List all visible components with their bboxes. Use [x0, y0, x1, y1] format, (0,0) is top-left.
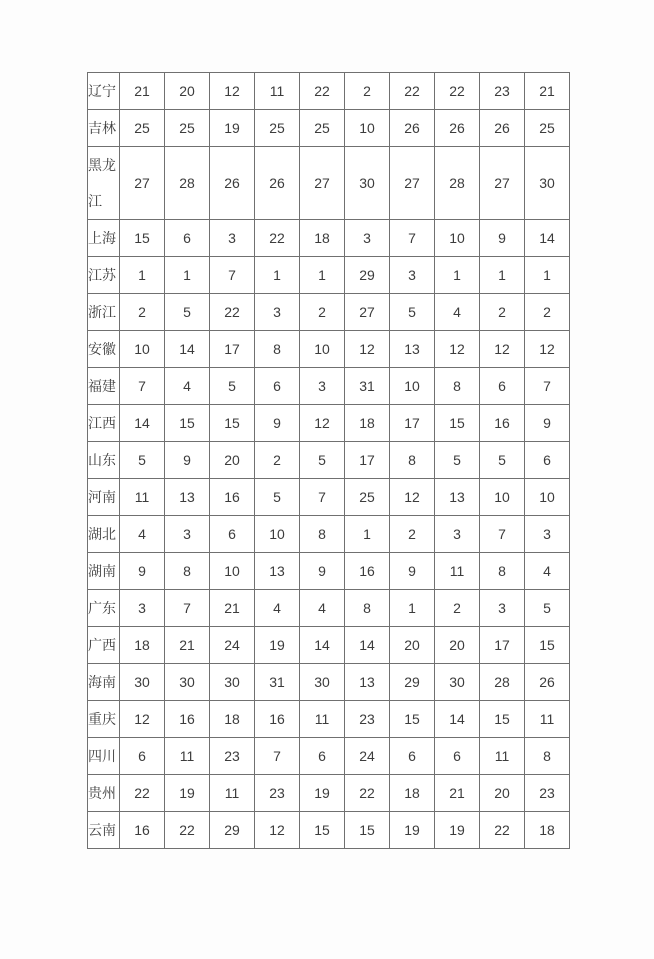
value-cell: 4	[255, 590, 300, 627]
value-cell: 8	[435, 368, 480, 405]
value-cell: 10	[120, 331, 165, 368]
value-cell: 11	[255, 73, 300, 110]
table-body	[88, 73, 570, 849]
value-cell: 3	[165, 516, 210, 553]
value-cell: 3	[300, 368, 345, 405]
value-cell: 1	[435, 257, 480, 294]
value-cell: 12	[525, 331, 570, 368]
value-cell: 5	[255, 479, 300, 516]
value-cell: 15	[525, 627, 570, 664]
value-cell: 22	[165, 812, 210, 849]
value-cell: 13	[345, 664, 390, 701]
value-cell: 22	[255, 220, 300, 257]
value-cell: 25	[345, 479, 390, 516]
value-cell: 30	[525, 147, 570, 220]
province-cell: 海南	[88, 664, 120, 701]
province-cell: 福建	[88, 368, 120, 405]
value-cell: 8	[165, 553, 210, 590]
value-cell: 14	[525, 220, 570, 257]
value-cell: 5	[300, 442, 345, 479]
value-cell: 5	[120, 442, 165, 479]
province-cell: 辽宁	[88, 73, 120, 110]
value-cell: 16	[345, 553, 390, 590]
value-cell: 25	[165, 110, 210, 147]
table-row	[88, 405, 570, 442]
value-cell: 10	[390, 368, 435, 405]
value-cell: 28	[165, 147, 210, 220]
value-cell: 23	[480, 73, 525, 110]
value-cell: 29	[390, 664, 435, 701]
value-cell: 1	[120, 257, 165, 294]
value-cell: 1	[165, 257, 210, 294]
province-cell: 四川	[88, 738, 120, 775]
value-cell: 8	[300, 516, 345, 553]
table-row	[88, 110, 570, 147]
value-cell: 30	[300, 664, 345, 701]
value-cell: 11	[435, 553, 480, 590]
table-row	[88, 220, 570, 257]
value-cell: 12	[210, 73, 255, 110]
table-row	[88, 590, 570, 627]
value-cell: 22	[120, 775, 165, 812]
value-cell: 26	[390, 110, 435, 147]
value-cell: 12	[480, 331, 525, 368]
value-cell: 3	[210, 220, 255, 257]
value-cell: 11	[480, 738, 525, 775]
value-cell: 10	[210, 553, 255, 590]
value-cell: 28	[480, 664, 525, 701]
value-cell: 15	[345, 812, 390, 849]
value-cell: 8	[345, 590, 390, 627]
value-cell: 2	[300, 294, 345, 331]
value-cell: 23	[345, 701, 390, 738]
value-cell: 2	[435, 590, 480, 627]
value-cell: 4	[435, 294, 480, 331]
table-row	[88, 516, 570, 553]
value-cell: 6	[390, 738, 435, 775]
value-cell: 14	[120, 405, 165, 442]
value-cell: 4	[525, 553, 570, 590]
value-cell: 22	[300, 73, 345, 110]
value-cell: 5	[480, 442, 525, 479]
value-cell: 5	[165, 294, 210, 331]
table-row	[88, 294, 570, 331]
value-cell: 7	[120, 368, 165, 405]
value-cell: 26	[435, 110, 480, 147]
value-cell: 13	[390, 331, 435, 368]
value-cell: 12	[255, 812, 300, 849]
value-cell: 5	[435, 442, 480, 479]
value-cell: 5	[210, 368, 255, 405]
value-cell: 24	[345, 738, 390, 775]
province-cell: 江西	[88, 405, 120, 442]
value-cell: 13	[255, 553, 300, 590]
value-cell: 15	[120, 220, 165, 257]
value-cell: 6	[120, 738, 165, 775]
value-cell: 10	[300, 331, 345, 368]
province-cell: 贵州	[88, 775, 120, 812]
value-cell: 1	[525, 257, 570, 294]
value-cell: 6	[165, 220, 210, 257]
value-cell: 24	[210, 627, 255, 664]
province-cell: 山东	[88, 442, 120, 479]
value-cell: 27	[345, 294, 390, 331]
value-cell: 25	[255, 110, 300, 147]
value-cell: 20	[165, 73, 210, 110]
value-cell: 2	[345, 73, 390, 110]
value-cell: 7	[210, 257, 255, 294]
value-cell: 25	[525, 110, 570, 147]
value-cell: 7	[165, 590, 210, 627]
value-cell: 25	[300, 110, 345, 147]
value-cell: 22	[390, 73, 435, 110]
province-cell: 吉林	[88, 110, 120, 147]
value-cell: 6	[210, 516, 255, 553]
value-cell: 25	[120, 110, 165, 147]
value-cell: 18	[390, 775, 435, 812]
value-cell: 21	[165, 627, 210, 664]
table-row	[88, 73, 570, 110]
table-row	[88, 368, 570, 405]
value-cell: 26	[525, 664, 570, 701]
value-cell: 15	[165, 405, 210, 442]
value-cell: 13	[435, 479, 480, 516]
value-cell: 5	[525, 590, 570, 627]
value-cell: 17	[480, 627, 525, 664]
value-cell: 10	[345, 110, 390, 147]
value-cell: 18	[210, 701, 255, 738]
value-cell: 9	[165, 442, 210, 479]
value-cell: 1	[255, 257, 300, 294]
province-cell: 广东	[88, 590, 120, 627]
value-cell: 22	[345, 775, 390, 812]
value-cell: 2	[390, 516, 435, 553]
value-cell: 18	[120, 627, 165, 664]
province-cell: 湖北	[88, 516, 120, 553]
value-cell: 21	[435, 775, 480, 812]
table-row	[88, 147, 570, 220]
value-cell: 18	[300, 220, 345, 257]
table-row	[88, 442, 570, 479]
value-cell: 7	[255, 738, 300, 775]
value-cell: 22	[210, 294, 255, 331]
value-cell: 3	[435, 516, 480, 553]
value-cell: 8	[390, 442, 435, 479]
value-cell: 3	[255, 294, 300, 331]
province-cell: 云南	[88, 812, 120, 849]
value-cell: 30	[345, 147, 390, 220]
value-cell: 17	[345, 442, 390, 479]
value-cell: 11	[165, 738, 210, 775]
value-cell: 19	[390, 812, 435, 849]
value-cell: 29	[345, 257, 390, 294]
value-cell: 30	[120, 664, 165, 701]
table-row	[88, 627, 570, 664]
value-cell: 22	[480, 812, 525, 849]
value-cell: 3	[390, 257, 435, 294]
value-cell: 16	[210, 479, 255, 516]
province-cell: 广西	[88, 627, 120, 664]
value-cell: 6	[525, 442, 570, 479]
value-cell: 15	[480, 701, 525, 738]
table-row	[88, 257, 570, 294]
value-cell: 8	[255, 331, 300, 368]
province-cell: 重庆	[88, 701, 120, 738]
value-cell: 3	[525, 516, 570, 553]
value-cell: 10	[255, 516, 300, 553]
value-cell: 12	[345, 331, 390, 368]
value-cell: 19	[435, 812, 480, 849]
value-cell: 26	[210, 147, 255, 220]
province-cell: 黑龙江	[88, 147, 120, 220]
value-cell: 11	[525, 701, 570, 738]
value-cell: 1	[480, 257, 525, 294]
value-cell: 31	[345, 368, 390, 405]
table-row	[88, 738, 570, 775]
value-cell: 7	[390, 220, 435, 257]
value-cell: 30	[435, 664, 480, 701]
value-cell: 11	[210, 775, 255, 812]
value-cell: 2	[255, 442, 300, 479]
value-cell: 11	[120, 479, 165, 516]
province-cell: 浙江	[88, 294, 120, 331]
value-cell: 26	[480, 110, 525, 147]
table-row	[88, 775, 570, 812]
value-cell: 3	[120, 590, 165, 627]
value-cell: 2	[120, 294, 165, 331]
value-cell: 9	[480, 220, 525, 257]
value-cell: 11	[300, 701, 345, 738]
value-cell: 30	[210, 664, 255, 701]
value-cell: 10	[480, 479, 525, 516]
value-cell: 4	[300, 590, 345, 627]
value-cell: 19	[165, 775, 210, 812]
value-cell: 23	[255, 775, 300, 812]
value-cell: 29	[210, 812, 255, 849]
table-row	[88, 553, 570, 590]
province-cell: 安徽	[88, 331, 120, 368]
province-cell: 上海	[88, 220, 120, 257]
value-cell: 21	[120, 73, 165, 110]
province-cell: 湖南	[88, 553, 120, 590]
value-cell: 9	[525, 405, 570, 442]
table-row	[88, 812, 570, 849]
value-cell: 2	[525, 294, 570, 331]
value-cell: 10	[525, 479, 570, 516]
value-cell: 19	[300, 775, 345, 812]
value-cell: 7	[480, 516, 525, 553]
value-cell: 1	[390, 590, 435, 627]
value-cell: 8	[525, 738, 570, 775]
value-cell: 22	[435, 73, 480, 110]
value-cell: 4	[120, 516, 165, 553]
value-cell: 3	[480, 590, 525, 627]
value-cell: 30	[165, 664, 210, 701]
table-row	[88, 479, 570, 516]
value-cell: 16	[120, 812, 165, 849]
value-cell: 31	[255, 664, 300, 701]
value-cell: 15	[390, 701, 435, 738]
value-cell: 23	[525, 775, 570, 812]
value-cell: 18	[345, 405, 390, 442]
table-row	[88, 331, 570, 368]
value-cell: 12	[300, 405, 345, 442]
value-cell: 15	[210, 405, 255, 442]
value-cell: 9	[300, 553, 345, 590]
value-cell: 21	[525, 73, 570, 110]
value-cell: 1	[300, 257, 345, 294]
province-cell: 江苏	[88, 257, 120, 294]
value-cell: 5	[390, 294, 435, 331]
table-row	[88, 701, 570, 738]
value-cell: 6	[300, 738, 345, 775]
value-cell: 23	[210, 738, 255, 775]
value-cell: 13	[165, 479, 210, 516]
value-cell: 27	[300, 147, 345, 220]
value-cell: 2	[480, 294, 525, 331]
value-cell: 12	[120, 701, 165, 738]
value-cell: 10	[435, 220, 480, 257]
value-cell: 27	[480, 147, 525, 220]
value-cell: 17	[210, 331, 255, 368]
value-cell: 14	[300, 627, 345, 664]
value-cell: 6	[480, 368, 525, 405]
value-cell: 12	[390, 479, 435, 516]
value-cell: 6	[255, 368, 300, 405]
value-cell: 7	[525, 368, 570, 405]
value-cell: 20	[390, 627, 435, 664]
value-cell: 15	[300, 812, 345, 849]
value-cell: 27	[390, 147, 435, 220]
value-cell: 26	[255, 147, 300, 220]
value-cell: 8	[480, 553, 525, 590]
value-cell: 3	[345, 220, 390, 257]
value-cell: 17	[390, 405, 435, 442]
value-cell: 28	[435, 147, 480, 220]
value-cell: 9	[255, 405, 300, 442]
value-cell: 1	[345, 516, 390, 553]
value-cell: 9	[390, 553, 435, 590]
value-cell: 14	[435, 701, 480, 738]
value-cell: 20	[435, 627, 480, 664]
value-cell: 14	[345, 627, 390, 664]
value-cell: 4	[165, 368, 210, 405]
value-cell: 16	[165, 701, 210, 738]
value-cell: 9	[120, 553, 165, 590]
value-cell: 16	[255, 701, 300, 738]
value-cell: 12	[435, 331, 480, 368]
value-cell: 14	[165, 331, 210, 368]
value-cell: 16	[480, 405, 525, 442]
value-cell: 7	[300, 479, 345, 516]
table-row	[88, 664, 570, 701]
value-cell: 20	[210, 442, 255, 479]
value-cell: 19	[255, 627, 300, 664]
province-cell: 河南	[88, 479, 120, 516]
province-data-table	[87, 72, 570, 849]
value-cell: 18	[525, 812, 570, 849]
value-cell: 15	[435, 405, 480, 442]
value-cell: 20	[480, 775, 525, 812]
value-cell: 21	[210, 590, 255, 627]
value-cell: 6	[435, 738, 480, 775]
value-cell: 19	[210, 110, 255, 147]
value-cell: 27	[120, 147, 165, 220]
